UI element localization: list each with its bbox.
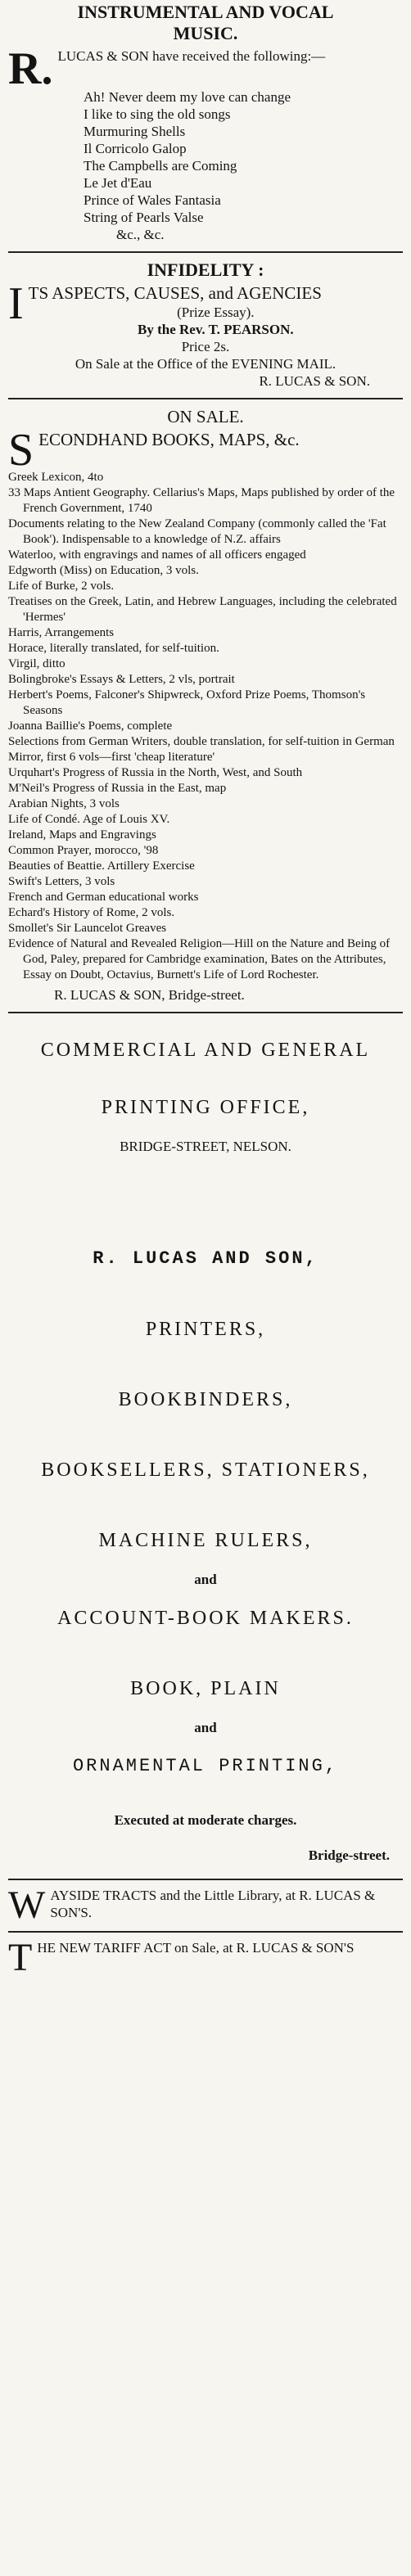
list-item: I like to sing the old songs [84,106,231,122]
list-item: Le Jet d'Eau [84,175,152,191]
spacer [8,1701,403,1719]
list-item: Life of Condé. Age of Louis XV. [8,813,170,826]
firm-name: R. LUCAS AND SON, [93,1248,318,1269]
infidelity-signature: R. LUCAS & SON. [259,373,370,389]
list-item: Prince of Wales Fantasia [84,192,221,208]
spacer [8,1829,403,1847]
spacer [8,1201,403,1247]
list-item: &c., &c. [116,227,165,242]
spacer [8,1412,403,1458]
printing-terms: Executed at moderate charges. [114,1812,297,1828]
spacer [8,1271,403,1317]
tariff-text: HE NEW TARIFF ACT on Sale, at R. LUCAS & SON'S [37,1940,355,1956]
infidelity-drop-cap: I [8,278,24,329]
infidelity-advertisement [8,259,403,390]
list-item: Joanna Baillie's Poems, complete [8,720,173,733]
list-item: Edgworth (Miss) on Education, 3 vols. [8,564,199,577]
on-sale-title: ON SALE. [167,407,244,426]
printing-line-commercial: COMMERCIAL AND GENERAL [40,1040,371,1061]
service-account-book-makers: ACCOUNT-BOOK MAKERS. [57,1608,354,1629]
books-on-sale-advertisement [8,406,403,1004]
list-item: Virgil, ditto [8,657,65,670]
list-item: The Campbells are Coming [84,158,237,174]
on-sale-drop-cap: S [8,425,34,476]
list-item: Documents relating to the New Zealand Company (commonly called the 'Fat Book'). Indispensable to a knowledge of N.Z. affairs [8,517,386,546]
list-item: Murmuring Shells [84,124,186,139]
list-item: Il Corricolo Galop [84,141,187,156]
music-title-line2: MUSIC. [173,23,238,43]
music-drop-cap: R. [8,43,53,94]
service-machine-rulers: MACHINE RULERS, [98,1530,313,1551]
printing-street: Bridge-street. [308,1847,390,1863]
list-item: Bolingbroke's Essays & Letters, 2 vls, portrait [8,673,235,686]
list-item: Ireland, Maps and Engravings [8,828,156,841]
list-item: French and German educational works [8,891,199,904]
spacer [8,1120,403,1138]
music-advertisement [8,0,403,243]
list-item: Beauties of Beattie. Artillery Exercise [8,859,195,873]
divider [8,1931,403,1933]
divider [8,1012,403,1013]
music-lead-text: LUCAS & SON have received the following:— [57,48,326,64]
infidelity-price: Price 2s. [181,339,230,354]
spacer [8,1020,403,1038]
list-item: Echard's History of Rome, 2 vols. [8,906,175,919]
list-item: Life of Burke, 2 vols. [8,580,115,593]
spacer [8,1779,403,1811]
list-item: String of Pearls Valse [84,210,204,225]
conjunction-and: and [194,1720,217,1735]
music-list [8,88,403,243]
printing-office-advertisement [8,1020,403,1864]
service-ornamental-printing: ORNAMENTAL PRINTING, [72,1756,339,1776]
list-item: Harris, Arrangements [8,626,115,639]
list-item: Horace, literally translated, for self-tuition. [8,642,219,655]
spacer [8,1342,403,1387]
service-printers: PRINTERS, [145,1319,266,1340]
divider [8,1879,403,1880]
spacer [8,1736,403,1754]
book-list [8,470,403,983]
list-item: Ah! Never deem my love can change [84,89,291,105]
spacer [8,1588,403,1606]
on-sale-lead-text: ECONDHAND BOOKS, MAPS, &c. [38,430,300,449]
list-item: Smollet's Sir Launcelot Greaves [8,922,167,935]
list-item: Waterloo, with engravings and names of all officers engaged [8,548,306,562]
list-item: Treatises on the Greek, Latin, and Hebrew Languages, including the celebrated 'Hermes' [8,595,397,624]
list-item: Evidence of Natural and Revealed Religion—Hill on the Nature and Being of God, Paley, prepared for Cambridge examination, Bates on the Attributes, Essay on Doubt, Octavius, Burnett's Life of Lord Rochester. [8,937,391,981]
printing-line-address: BRIDGE-STREET, NELSON. [120,1139,291,1154]
service-bookbinders: BOOKBINDERS, [118,1389,293,1410]
list-item: Selections from German Writers, double translation, for self-tuition in German [8,735,395,748]
spacer [8,1155,403,1201]
list-item: Greek Lexicon, 4to [8,471,104,484]
tariff-paragraph [8,1939,403,1975]
infidelity-sale: On Sale at the Office of the EVENING MAIL. [75,356,336,372]
wayside-drop-cap: W [8,1887,46,1923]
conjunction-and: and [194,1572,217,1587]
printing-line-office: PRINTING OFFICE, [101,1097,310,1118]
on-sale-signature: R. LUCAS & SON, Bridge-street. [54,987,245,1003]
spacer [8,1062,403,1095]
spacer [8,1482,403,1528]
tariff-act-advertisement [8,1939,403,1975]
infidelity-title: INFIDELITY : [147,259,264,280]
divider [8,251,403,253]
list-item: Arabian Nights, 3 vols [8,797,120,810]
divider [8,398,403,399]
infidelity-lead-text: TS ASPECTS, CAUSES, and AGENCIES [28,283,322,303]
list-item: Herbert's Poems, Falconer's Shipwreck, Oxford Prize Poems, Thomson's Seasons [8,688,366,717]
music-lead-paragraph [8,43,403,94]
wayside-paragraph [8,1887,403,1921]
list-item: Swift's Letters, 3 vols [8,875,115,888]
service-booksellers: BOOKSELLERS, STATIONERS, [41,1459,370,1481]
spacer [8,1631,403,1676]
infidelity-author: By the Rev. T. PEARSON. [138,322,294,337]
spacer [8,1553,403,1571]
tariff-drop-cap: T [8,1939,33,1975]
wayside-tracts-advertisement [8,1887,403,1923]
wayside-text: AYSIDE TRACTS and the Little Library, at R. LUCAS & SON'S. [50,1888,376,1920]
infidelity-subtitle: (Prize Essay). [177,305,255,320]
list-item: Urquhart's Progress of Russia in the North, West, and South [8,766,303,779]
service-book-plain: BOOK, PLAIN [130,1678,281,1699]
list-item: Mirror, first 6 vols—first 'cheap literature' [8,751,215,764]
on-sale-lead-paragraph [8,425,403,476]
list-item: M'Neil's Progress of Russia in the East, map [8,782,227,795]
music-title-line1: INSTRUMENTAL AND VOCAL [77,2,334,22]
list-item: 33 Maps Antient Geography. Cellarius's Maps, Maps published by order of the French Government, 1740 [8,486,395,515]
list-item: Common Prayer, morocco, '98 [8,844,159,857]
